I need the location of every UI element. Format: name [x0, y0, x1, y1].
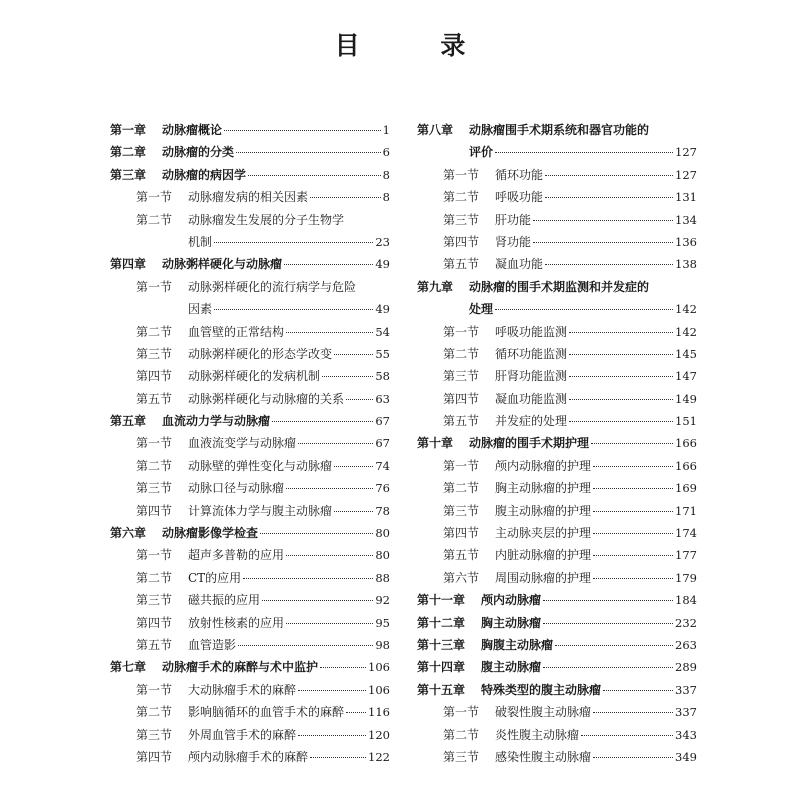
- toc-dot-leader: [286, 623, 373, 624]
- toc-entry-title: CT的应用: [188, 570, 242, 585]
- toc-dot-leader: [236, 152, 381, 153]
- toc-entry-number: 第五节: [136, 391, 173, 406]
- toc-page-number: 8: [382, 190, 390, 205]
- toc-entry-number: 第三节: [443, 369, 480, 384]
- toc-entry-title: 感染性腹主动脉瘤: [495, 749, 592, 764]
- toc-dot-leader: [591, 443, 673, 444]
- toc-entry-number: 第二节: [136, 458, 173, 473]
- toc-entry-title: 凝血功能: [495, 257, 544, 272]
- toc-entry-title: 胸腹主动脉瘤: [481, 637, 554, 652]
- toc-entry-title: 破裂性腹主动脉瘤: [495, 705, 592, 720]
- toc-entry-number: 第二节: [443, 727, 480, 742]
- toc-dot-leader: [569, 332, 673, 333]
- toc-entry-number: 第一节: [136, 279, 173, 294]
- toc-section-entry[interactable]: [110, 724, 390, 746]
- toc-page-number: 136: [675, 234, 697, 249]
- toc-dot-leader: [533, 220, 673, 221]
- toc-entry-number: 第一节: [443, 324, 480, 339]
- toc-page-number: 54: [375, 324, 390, 339]
- toc-dot-leader: [569, 399, 673, 400]
- toc-entry-title: 血管壁的正常结构: [188, 324, 285, 339]
- toc-entry-number: 第十三章: [417, 637, 466, 652]
- toc-entry-number: 第七章: [110, 660, 147, 675]
- toc-section-entry[interactable]: [110, 544, 390, 566]
- toc-dot-leader: [593, 466, 673, 467]
- toc-page-number: 98: [375, 637, 390, 652]
- toc-dot-leader: [286, 332, 373, 333]
- toc-dot-leader: [346, 712, 366, 713]
- toc-entry-title: 颅内动脉瘤手术的麻醉: [188, 749, 309, 764]
- toc-page-number: 184: [675, 593, 697, 608]
- toc-dot-leader: [224, 130, 381, 131]
- toc-section-entry[interactable]: [110, 589, 390, 611]
- toc-chapter-entry[interactable]: [110, 164, 390, 186]
- toc-right-column: [417, 119, 697, 768]
- toc-dot-leader: [569, 354, 673, 355]
- toc-section-entry[interactable]: [110, 746, 390, 768]
- toc-dot-leader: [555, 645, 673, 646]
- toc-page-number: 127: [675, 145, 697, 160]
- toc-section-entry[interactable]: [417, 365, 697, 387]
- toc-entry-title: 颅内动脉瘤的护理: [495, 458, 592, 473]
- toc-dot-leader: [310, 197, 381, 198]
- toc-dot-leader: [593, 578, 673, 579]
- toc-dot-leader: [593, 555, 673, 556]
- toc-section-entry[interactable]: [110, 500, 390, 522]
- toc-entry-number: 第二节: [136, 324, 173, 339]
- toc-entry-number: 第一节: [136, 682, 173, 697]
- toc-section-entry[interactable]: [110, 209, 390, 231]
- toc-chapter-entry[interactable]: [110, 253, 390, 275]
- toc-entry-title: 特殊类型的腹主动脉瘤: [481, 682, 602, 697]
- toc-entry-number: 第四节: [443, 391, 480, 406]
- toc-dot-leader: [298, 735, 366, 736]
- toc-page-number: 106: [368, 660, 390, 675]
- toc-page-number: 166: [675, 458, 697, 473]
- toc-entry-number: 第五节: [443, 548, 480, 563]
- toc-chapter-entry[interactable]: [110, 656, 390, 678]
- toc-entry-number: 第一节: [136, 190, 173, 205]
- toc-chapter-entry[interactable]: [110, 141, 390, 163]
- toc-entry-number: 第八章: [417, 123, 454, 137]
- toc-entry-number: 第三节: [136, 481, 173, 496]
- toc-dot-leader: [322, 376, 373, 377]
- toc-page-number: 49: [375, 302, 390, 317]
- toc-dot-leader: [569, 421, 673, 422]
- toc-entry-number: 第三节: [443, 503, 480, 518]
- toc-entry-number: 第四章: [110, 257, 147, 272]
- toc-entry-title: 血管造影: [188, 637, 237, 652]
- toc-section-entry[interactable]: [110, 365, 390, 387]
- toc-entry-title: 炎性腹主动脉瘤: [495, 727, 580, 742]
- toc-section-entry[interactable]: [417, 231, 697, 253]
- toc-entry-title: 动脉瘤概论: [162, 123, 223, 137]
- toc-entry-number: 第四节: [136, 503, 173, 518]
- toc-section-entry[interactable]: [417, 500, 697, 522]
- toc-entry-number: 第一节: [136, 548, 173, 563]
- toc-section-entry[interactable]: [110, 679, 390, 701]
- toc-dot-leader: [603, 690, 673, 691]
- toc-page-number: 122: [368, 749, 390, 764]
- toc-page-number: 127: [675, 167, 697, 182]
- toc-dot-leader: [243, 578, 373, 579]
- toc-page-number: 138: [675, 257, 697, 272]
- toc-entry-title: 血流动力学与动脉瘤: [162, 414, 271, 429]
- toc-dot-leader: [593, 712, 673, 713]
- toc-chapter-entry[interactable]: [417, 432, 697, 454]
- toc-entry-number: 第四节: [136, 369, 173, 384]
- toc-entry-number: 第十章: [417, 436, 454, 451]
- toc-entry-number: 第二节: [443, 346, 480, 361]
- toc-entry-title: 动脉瘤的分类: [162, 145, 235, 160]
- toc-dot-leader: [545, 264, 673, 265]
- toc-dot-leader: [533, 242, 673, 243]
- toc-dot-leader: [593, 488, 673, 489]
- toc-section-entry[interactable]: [110, 186, 390, 208]
- toc-entry-title: 肝功能: [495, 212, 532, 227]
- toc-page-number: 145: [675, 346, 697, 361]
- toc-page-number: 49: [375, 257, 390, 272]
- toc-page-number: 142: [675, 302, 697, 317]
- toc-entry-title: 大动脉瘤手术的麻醉: [188, 682, 297, 697]
- toc-page-number: 166: [675, 436, 697, 451]
- toc-entry-title: 超声多普勒的应用: [188, 548, 285, 563]
- toc-entry-number: 第五章: [110, 414, 147, 429]
- toc-page-number: 67: [375, 436, 390, 451]
- toc-page-number: 58: [375, 369, 390, 384]
- toc-page-number: 67: [375, 414, 390, 429]
- toc-page-number: 106: [368, 682, 390, 697]
- toc-dot-leader: [286, 555, 373, 556]
- toc-page-number: 78: [375, 503, 390, 518]
- toc-section-entry[interactable]: [110, 388, 390, 410]
- toc-section-entry[interactable]: [417, 701, 697, 723]
- toc-page-number: 343: [675, 727, 697, 742]
- toc-dot-leader: [593, 757, 673, 758]
- toc-section-entry[interactable]: [110, 321, 390, 343]
- toc-dot-leader: [543, 600, 673, 601]
- toc-entry-title: 循环功能: [495, 167, 544, 182]
- toc-entry-title: 周围动脉瘤的护理: [495, 570, 592, 585]
- toc-dot-leader: [334, 511, 373, 512]
- toc-entry-number: 第六章: [110, 526, 147, 541]
- toc-entry-title: 动脉瘤围手术期系统和器官功能的: [469, 123, 650, 137]
- toc-section-entry[interactable]: [417, 388, 697, 410]
- toc-page-number: 151: [675, 414, 697, 429]
- toc-dot-leader: [334, 354, 373, 355]
- toc-section-entry[interactable]: [417, 209, 697, 231]
- toc-entry-number: 第三节: [443, 749, 480, 764]
- toc-dot-leader: [495, 309, 673, 310]
- toc-page-number: 8: [382, 167, 390, 182]
- toc-chapter-entry[interactable]: [417, 119, 697, 141]
- toc-page-number: 169: [675, 481, 697, 496]
- toc-entry-title: 动脉口径与动脉瘤: [188, 481, 285, 496]
- toc-chapter-entry[interactable]: [417, 612, 697, 634]
- toc-chapter-entry[interactable]: [417, 634, 697, 656]
- toc-chapter-entry[interactable]: [110, 119, 390, 141]
- toc-page-number: 92: [375, 593, 390, 608]
- toc-chapter-entry[interactable]: [110, 522, 390, 544]
- toc-entry-number: 第三节: [443, 212, 480, 227]
- toc-chapter-entry[interactable]: [110, 410, 390, 432]
- toc-page-number: 95: [375, 615, 390, 630]
- toc-dot-leader: [272, 421, 373, 422]
- toc-page-number: 349: [675, 749, 697, 764]
- toc-entry-number: 第二节: [136, 570, 173, 585]
- toc-entry-number: 第一节: [136, 436, 173, 451]
- toc-entry-number: 第十一章: [417, 593, 466, 608]
- toc-entry-number: 第十四章: [417, 660, 466, 675]
- toc-entry-title: 动脉瘤的病因学: [162, 167, 247, 182]
- toc-page-number: 74: [375, 458, 390, 473]
- toc-page-number: 23: [375, 234, 390, 249]
- toc-entry-title: 动脉粥样硬化的发病机制: [188, 369, 321, 384]
- toc-chapter-entry[interactable]: [417, 141, 697, 163]
- toc-page-number: 134: [675, 212, 697, 227]
- toc-entry-number: 第二章: [110, 145, 147, 160]
- toc-section-entry[interactable]: [417, 567, 697, 589]
- toc-section-entry[interactable]: [417, 321, 697, 343]
- toc-dot-leader: [495, 152, 673, 153]
- toc-entry-number: 第四节: [136, 615, 173, 630]
- toc-entry-title: 动脉瘤的围手术期监测和并发症的: [469, 279, 650, 294]
- toc-entry-title: 胸主动脉瘤的护理: [495, 481, 592, 496]
- toc-dot-leader: [214, 242, 373, 243]
- toc-entry-title: 腹主动脉瘤: [481, 660, 542, 675]
- page-title: 目 录: [334, 31, 502, 60]
- toc-page-number: 263: [675, 637, 697, 652]
- toc-entry-title: 并发症的处理: [495, 414, 568, 429]
- toc-dot-leader: [543, 623, 673, 624]
- toc-entry-number: 第一节: [443, 705, 480, 720]
- toc-page-number: 232: [675, 615, 697, 630]
- toc-page-number: 142: [675, 324, 697, 339]
- toc-dot-leader: [545, 197, 673, 198]
- toc-entry-title: 血液流变学与动脉瘤: [188, 436, 297, 451]
- toc-dot-leader: [569, 376, 673, 377]
- toc-entry-number: 第三节: [136, 727, 173, 742]
- toc-entry-title: 呼吸功能监测: [495, 324, 568, 339]
- toc-dot-leader: [543, 667, 673, 668]
- toc-section-entry[interactable]: [417, 724, 697, 746]
- toc-page-number: 131: [675, 190, 697, 205]
- toc-entry-title: 肝肾功能监测: [495, 369, 568, 384]
- toc-page-number: 80: [375, 526, 390, 541]
- toc-entry-number: 第四节: [443, 234, 480, 249]
- toc-section-entry[interactable]: [110, 231, 390, 253]
- toc-entry-title: 动脉瘤发生发展的分子生物学: [188, 212, 345, 227]
- toc-dot-leader: [262, 600, 373, 601]
- toc-entry-number: 第二节: [443, 190, 480, 205]
- toc-entry-title: 影响脑循环的血管手术的麻醉: [188, 705, 345, 720]
- toc-section-entry[interactable]: [110, 276, 390, 298]
- toc-section-entry[interactable]: [417, 343, 697, 365]
- toc-entry-number: 第四节: [443, 526, 480, 541]
- toc-entry-number: 第二节: [443, 481, 480, 496]
- toc-dot-leader: [214, 309, 373, 310]
- toc-dot-leader: [545, 175, 673, 176]
- toc-chapter-entry[interactable]: [417, 276, 697, 298]
- toc-dot-leader: [248, 175, 381, 176]
- toc-entry-number: 第九章: [417, 279, 454, 294]
- toc-entry-title: 胸主动脉瘤: [481, 615, 542, 630]
- toc-page-number: 337: [675, 682, 697, 697]
- toc-entry-title: 内脏动脉瘤的护理: [495, 548, 592, 563]
- toc-section-entry[interactable]: [110, 343, 390, 365]
- toc-section-entry[interactable]: [110, 477, 390, 499]
- toc-entry-number: 第三节: [136, 346, 173, 361]
- toc-dot-leader: [320, 667, 366, 668]
- toc-entry-title: 动脉瘤的围手术期护理: [469, 436, 590, 451]
- toc-entry-title: 评价: [469, 145, 494, 160]
- toc-entry-title: 放射性核素的应用: [188, 615, 285, 630]
- toc-section-entry[interactable]: [417, 544, 697, 566]
- toc-page-number: 147: [675, 369, 697, 384]
- toc-entry-title: 外周血管手术的麻醉: [188, 727, 297, 742]
- toc-section-entry[interactable]: [110, 298, 390, 320]
- toc-chapter-entry[interactable]: [417, 589, 697, 611]
- toc-entry-title: 主动脉夹层的护理: [495, 526, 592, 541]
- toc-section-entry[interactable]: [417, 522, 697, 544]
- toc-entry-title: 动脉粥样硬化的形态学改变: [188, 346, 333, 361]
- toc-page-number: 6: [382, 145, 390, 160]
- toc-entry-title: 计算流体力学与腹主动脉瘤: [188, 503, 333, 518]
- toc-dot-leader: [238, 645, 373, 646]
- toc-entry-number: 第五节: [136, 637, 173, 652]
- toc-section-entry[interactable]: [110, 432, 390, 454]
- toc-entry-number: 第五节: [443, 257, 480, 272]
- toc-entry-number: 第四节: [136, 749, 173, 764]
- toc-dot-leader: [310, 757, 366, 758]
- toc-dot-leader: [593, 511, 673, 512]
- toc-page-number: 63: [375, 391, 390, 406]
- toc-section-entry[interactable]: [417, 477, 697, 499]
- toc-entry-title: 动脉瘤影像学检查: [162, 526, 259, 541]
- toc-page-number: 177: [675, 548, 697, 563]
- toc-dot-leader: [260, 533, 373, 534]
- toc-section-entry[interactable]: [110, 455, 390, 477]
- toc-page-number: 171: [675, 503, 697, 518]
- toc-entry-title: 机制: [188, 234, 213, 249]
- toc-dot-leader: [298, 443, 373, 444]
- toc-entry-title: 动脉粥样硬化与动脉瘤: [162, 257, 283, 272]
- toc-entry-title: 颅内动脉瘤: [481, 593, 542, 608]
- toc-entry-title: 处理: [469, 302, 494, 317]
- toc-section-entry[interactable]: [417, 746, 697, 768]
- toc-left-column: [110, 119, 390, 768]
- toc-page-number: 289: [675, 660, 697, 675]
- toc-entry-title: 因素: [188, 302, 213, 317]
- toc-section-entry[interactable]: [417, 253, 697, 275]
- toc-page-number: 149: [675, 391, 697, 406]
- toc-chapter-entry[interactable]: [417, 679, 697, 701]
- toc-page-number: 174: [675, 526, 697, 541]
- toc-entry-title: 循环功能监测: [495, 346, 568, 361]
- toc-section-entry[interactable]: [417, 186, 697, 208]
- toc-section-entry[interactable]: [110, 567, 390, 589]
- toc-page-number: 120: [368, 727, 390, 742]
- toc-dot-leader: [298, 690, 366, 691]
- toc-section-entry[interactable]: [110, 612, 390, 634]
- toc-page-number: 80: [375, 548, 390, 563]
- toc-entry-number: 第二节: [136, 212, 173, 227]
- toc-page-number: 179: [675, 570, 697, 585]
- toc-dot-leader: [346, 399, 373, 400]
- toc-entry-title: 动脉粥样硬化的流行病学与危险: [188, 279, 357, 294]
- toc-section-entry[interactable]: [417, 455, 697, 477]
- toc-entry-number: 第三章: [110, 167, 147, 182]
- toc-dot-leader: [286, 488, 373, 489]
- toc-entry-number: 第二节: [136, 705, 173, 720]
- toc-page-number: 116: [368, 705, 390, 720]
- toc-page-number: 76: [375, 481, 390, 496]
- toc-entry-title: 动脉粥样硬化与动脉瘤的关系: [188, 391, 345, 406]
- toc-entry-number: 第十二章: [417, 615, 466, 630]
- toc-page-number: 88: [375, 570, 390, 585]
- toc-entry-title: 凝血功能监测: [495, 391, 568, 406]
- toc-page-number: 337: [675, 705, 697, 720]
- toc-dot-leader: [581, 735, 673, 736]
- toc-chapter-entry[interactable]: [417, 298, 697, 320]
- toc-chapter-entry[interactable]: [417, 656, 697, 678]
- toc-entry-number: 第三节: [136, 593, 173, 608]
- toc-section-entry[interactable]: [110, 701, 390, 723]
- toc-entry-title: 动脉瘤发病的相关因素: [188, 190, 309, 205]
- toc-entry-number: 第六节: [443, 570, 480, 585]
- toc-section-entry[interactable]: [417, 410, 697, 432]
- toc-entry-number: 第一节: [443, 167, 480, 182]
- toc-dot-leader: [593, 533, 673, 534]
- toc-entry-number: 第十五章: [417, 682, 466, 697]
- toc-dot-leader: [284, 264, 373, 265]
- toc-page-number: 55: [375, 346, 390, 361]
- toc-entry-title: 磁共振的应用: [188, 593, 261, 608]
- toc-entry-title: 呼吸功能: [495, 190, 544, 205]
- toc-page-number: 1: [382, 123, 390, 137]
- toc-dot-leader: [334, 466, 373, 467]
- toc-entry-number: 第一节: [443, 458, 480, 473]
- toc-entry-number: 第一章: [110, 123, 147, 137]
- toc-section-entry[interactable]: [417, 164, 697, 186]
- toc-entry-title: 肾功能: [495, 234, 532, 249]
- toc-entry-number: 第五节: [443, 414, 480, 429]
- toc-section-entry[interactable]: [110, 634, 390, 656]
- toc-entry-title: 腹主动脉瘤的护理: [495, 503, 592, 518]
- toc-entry-title: 动脉壁的弹性变化与动脉瘤: [188, 458, 333, 473]
- toc-entry-title: 动脉瘤手术的麻醉与术中监护: [162, 660, 319, 675]
